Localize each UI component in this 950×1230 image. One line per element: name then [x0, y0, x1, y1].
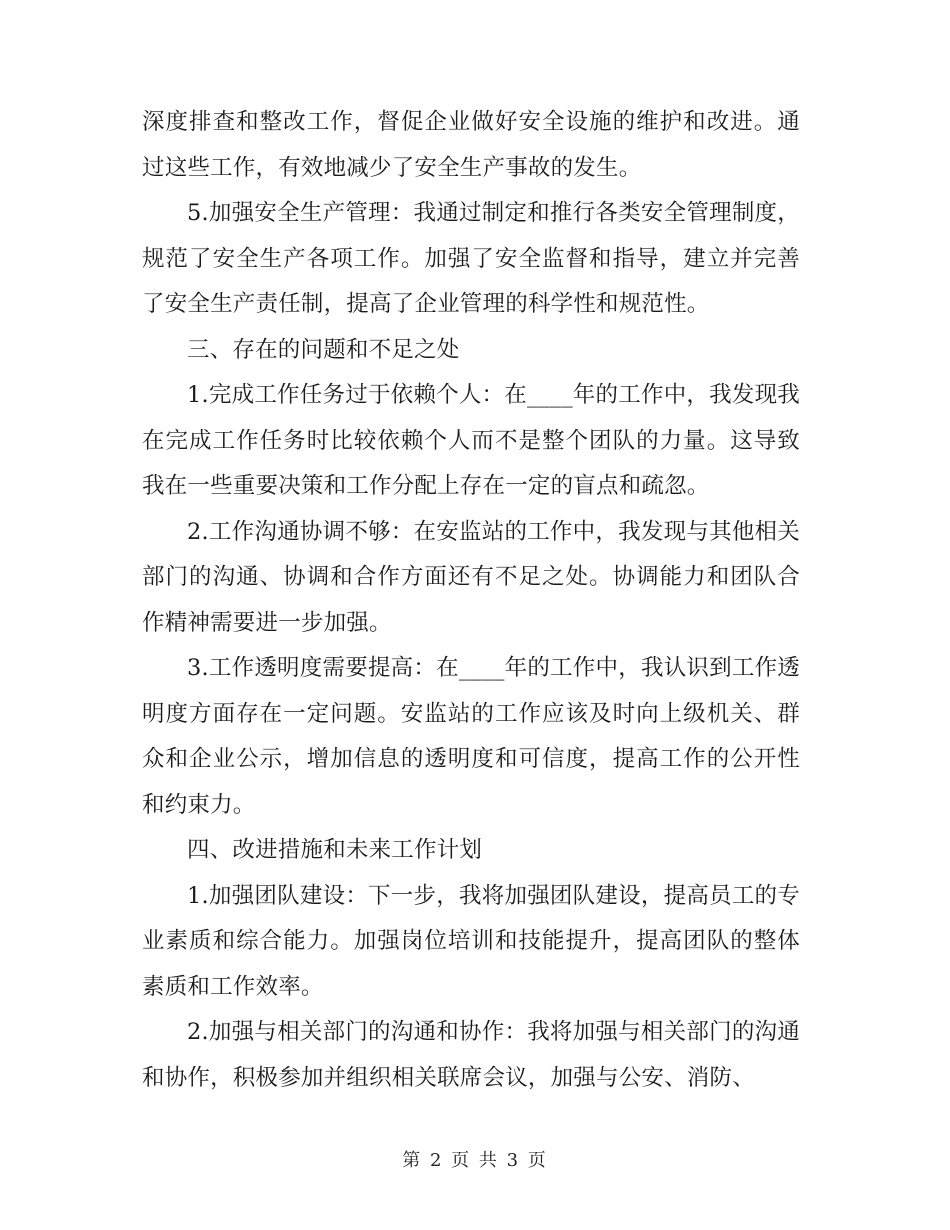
paragraph-plan-1: 1.加强团队建设：下一步，我将加强团队建设，提高员工的专业素质和综合能力。加强岗位培训和技能提升，提高团队的整体素质和工作效率。 — [142, 882, 800, 1000]
paragraph-plan-2: 2.加强与相关部门的沟通和协作：我将加强与相关部门的沟通和协作，积极参加并组织相关联席会议，加强与公安、消防、 — [142, 1019, 800, 1091]
paragraph-continuation: 深度排查和整改工作，督促企业做好安全设施的维护和改进。通过这些工作，有效地减少了安全生产事故的发生。 — [142, 109, 800, 181]
section-heading-improvements: 四、改进措施和未来工作计划 — [187, 837, 483, 863]
paragraph-problem-3: 3.工作透明度需要提高：在____年的工作中，我认识到工作透明度方面存在一定问题。安监站的工作应该及时向上级机关、群众和企业公示，增加信息的透明度和可信度，提高工作的公开性和约束力。 — [142, 655, 800, 818]
section-heading-problems: 三、存在的问题和不足之处 — [187, 336, 460, 363]
page-number-footer: 第 2 页 共 3 页 — [402, 1150, 548, 1171]
paragraph-item-5-safety-management: 5.加强安全生产管理：我通过制定和推行各类安全管理制度，规范了安全生产各项工作。加强了安全监督和指导，建立并完善了安全生产责任制，提高了企业管理的科学性和规范性。 — [142, 200, 800, 317]
document-body — [142, 100, 800, 1101]
paragraph-problem-2: 2.工作沟通协调不够：在安监站的工作中，我发现与其他相关部门的沟通、协调和合作方面还有不足之处。协调能力和团队合作精神需要进一步加强。 — [142, 518, 800, 636]
paragraph-problem-1: 1.完成工作任务过于依赖个人：在____年的工作中，我发现我在完成工作任务时比较依赖个人而不是整个团队的力量。这导致我在一些重要决策和工作分配上存在一定的盲点和疏忽。 — [142, 382, 800, 499]
